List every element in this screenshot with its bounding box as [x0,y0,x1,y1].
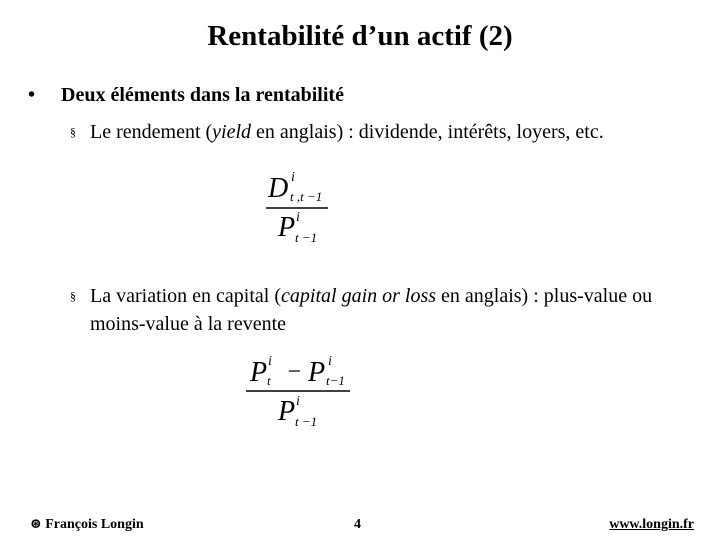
formula2-den-base: P [278,396,296,427]
formula2-num-sub-b: t−1 [326,373,345,388]
formula1-den-base: P [278,212,296,243]
formula2-num-sup-b: i [328,354,332,369]
footer-website-link[interactable]: www.longin.fr [609,517,694,532]
formula1-num-sub: t ,t −1 [290,189,323,204]
sub-item-capital-text-b: en anglais) : plus-value ou moins-value à la revente [90,285,653,335]
formula2-den-sup: i [296,394,300,409]
sub-item-yield-text [90,118,710,146]
sub-item-yield-italic: yield [212,121,252,143]
formula2-num-sup-a: i [268,354,272,369]
section-bullet-icon: § [70,125,76,139]
formula2-den-sub: t −1 [295,414,318,429]
formula1-num-sup: i [291,170,295,185]
formula-capital-gain [240,348,360,438]
bullet-main-text: Deux éléments dans la rentabilité [61,84,344,106]
section-bullet-icon: § [70,289,76,303]
sub-item-yield [70,118,710,146]
sub-item-capital [70,282,710,338]
slide-title: Rentabilité d’un actif (2) [207,20,513,52]
sub-item-capital-text [90,282,710,338]
sub-item-yield-text-b: en anglais) : dividende, intérêts, loyers, etc. [251,121,604,143]
formula1-num-base: D [268,173,289,204]
bullet-dot-icon: • [28,84,36,106]
formula2-num-base-a: P [250,357,268,388]
formula-yield [258,166,338,252]
formula1-den-sup: i [296,210,300,225]
footer-author: ⊛ François Longin [30,517,144,532]
formula2-num-base-b: P [308,357,326,388]
formula2-num-sub-a: t [267,373,271,388]
sub-item-capital-italic: capital gain or loss [281,285,437,307]
bullet-main [28,82,344,108]
formula1-den-sub: t −1 [295,230,318,245]
sub-item-yield-text-a: Le rendement ( [90,121,213,143]
sub-item-capital-text-a: La variation en capital ( [90,285,282,307]
formula2-minus: − [286,359,303,385]
footer-page-number: 4 [354,517,361,532]
